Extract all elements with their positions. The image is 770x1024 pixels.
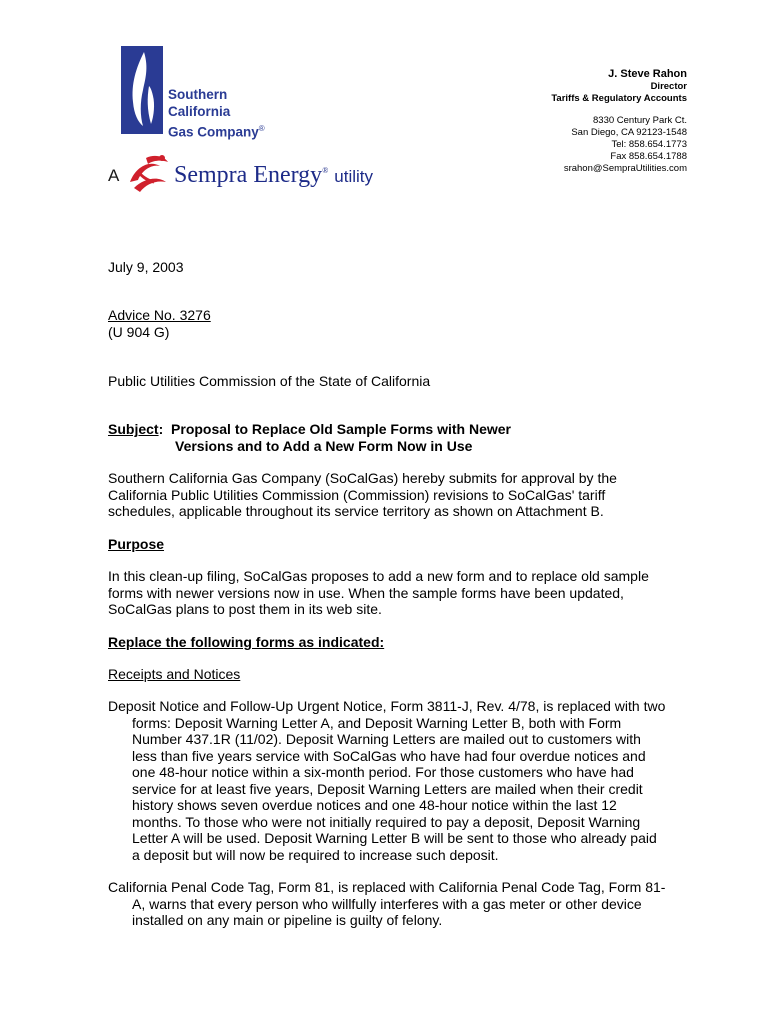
sempra-brand: [174, 162, 373, 189]
advice-utility-id: (U 904 G): [108, 323, 170, 340]
intro-paragraph: [108, 470, 668, 520]
flame-icon: [121, 46, 163, 134]
receipts-heading: Receipts and Notices: [108, 666, 241, 682]
company-line-1: Southern: [168, 87, 228, 102]
sempra-energy-logo: [108, 152, 373, 200]
sempra-suffix: utility: [334, 167, 373, 186]
intro-text: Southern California Gas Company (SoCalGas) hereby submits for approval by the California Public Utilities Commission (Commission) revisions to SoCalGas' tariff schedules, applicable throughout its service territory as shown on Attachment B.: [108, 470, 617, 519]
sender-city: San Diego, CA 92123-1548: [571, 127, 687, 138]
company-line-3-text: Gas Company: [168, 124, 259, 140]
sender-street: 8330 Century Park Ct.: [593, 115, 687, 126]
sender-name: J. Steve Rahon: [608, 68, 687, 80]
purpose-text: In this clean-up filing, SoCalGas proposes to add a new form and to replace old sample forms with newer versions now in use. When the sample forms have been updated, SoCalGas plans to post them in its web site.: [108, 568, 649, 617]
socalgas-flame-logo: [121, 46, 163, 134]
purpose-heading: Purpose: [108, 536, 165, 552]
registered-mark: ®: [258, 124, 265, 133]
sempra-swirl-icon: [124, 152, 172, 196]
list-item-penal-code-tag: [108, 879, 668, 929]
sempra-brand-text: Sempra Energy: [174, 162, 323, 188]
company-logo-text: [168, 86, 265, 141]
sempra-prefix: A: [108, 166, 120, 185]
advice-block: [108, 307, 668, 340]
replace-heading: Replace the following forms as indicated:: [108, 634, 385, 650]
letter-date: July 9, 2003: [108, 259, 184, 275]
sender-department: Tariffs & Regulatory Accounts: [551, 93, 687, 104]
subject-text-1: Proposal to Replace Old Sample Forms with Newer: [171, 421, 512, 437]
advice-number: Advice No. 3276: [108, 307, 211, 323]
sender-tel: Tel: 858.654.1773: [611, 139, 687, 150]
company-line-3: [168, 120, 265, 141]
sender-block: [551, 67, 687, 175]
recipient: Public Utilities Commission of the State of California: [108, 373, 431, 389]
sender-title: Director: [650, 81, 687, 92]
sempra-registered-mark: ®: [322, 166, 329, 175]
sender-fax: Fax 858.654.1788: [610, 151, 687, 162]
subject-line-1: [108, 421, 668, 438]
subject-block: [108, 421, 668, 454]
subject-colon: :: [158, 421, 164, 437]
item2-text: California Penal Code Tag, Form 81, is replaced with California Penal Code Tag, Form 81-A, warns that every person who willfully interferes with a gas meter or other device installed on any main or pipeline is guilty of felony.: [108, 879, 666, 928]
purpose-paragraph: [108, 568, 668, 618]
list-item-deposit-notice: [108, 698, 668, 863]
item1-text: Deposit Notice and Follow-Up Urgent Notice, Form 3811-J, Rev. 4/78, is replaced with two forms: Deposit Warning Letter A, and Deposit Warning Letter B, both with Form Number 437.1R (11/02). Deposit Warning Letters are mailed out to customers with less than five years service with SoCalGas who have had four overdue notices and one 48-hour notice within a six-month period. For those customers who have had service for at least five years, Deposit Warning Letters are mailed when their credit history shows seven overdue notices and one 48-hour notice within the last 12 months. To those who were not initially required to pay a deposit, Deposit Warning Letter A will be used. Deposit Warning Letter B will be sent to those who already paid a deposit but will now be required to increase such deposit.: [108, 698, 666, 863]
subject-line-2: Versions and to Add a New Form Now in Use: [175, 437, 473, 454]
company-line-2: California: [168, 104, 231, 119]
subject-label: Subject: [108, 421, 159, 437]
sender-email: srahon@SempraUtilities.com: [563, 163, 687, 174]
